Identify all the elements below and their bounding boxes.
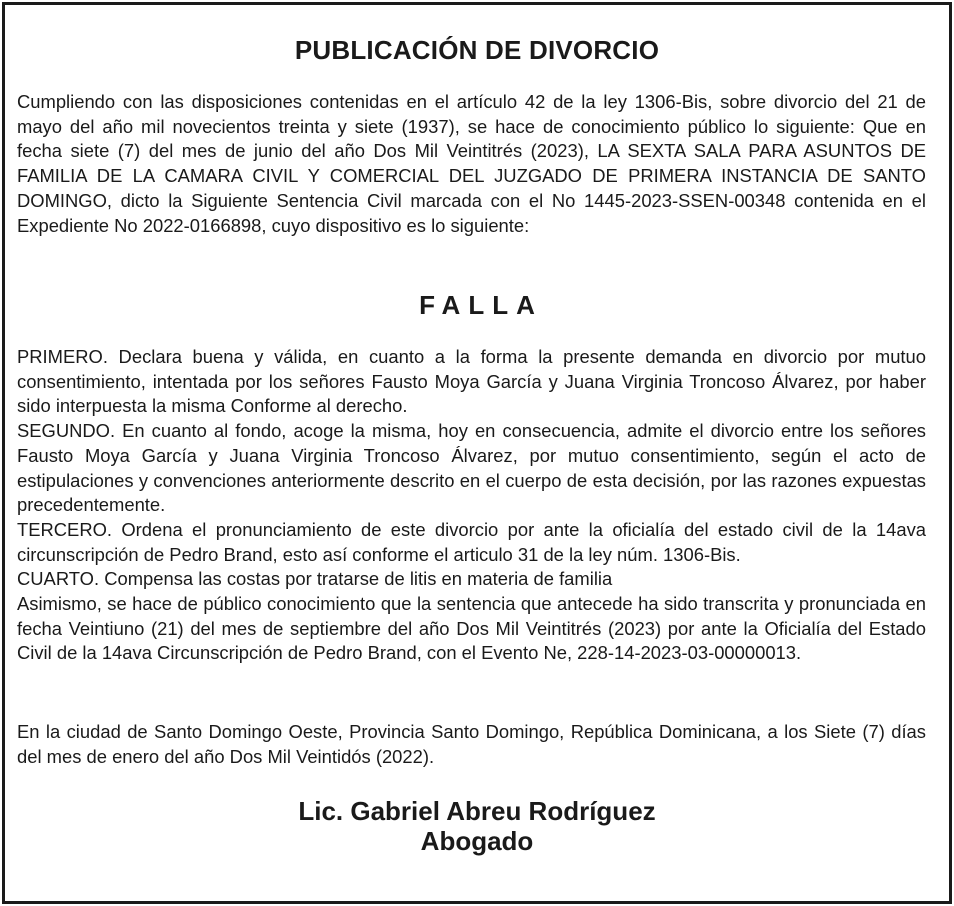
signature-name: Lic. Gabriel Abreu Rodríguez — [298, 796, 656, 826]
notice-title: PUBLICACIÓN DE DIVORCIO — [294, 35, 660, 65]
paragraph-segundo: SEGUNDO. En cuanto al fondo, acoge la misma, hoy en consecuencia, admite el divorcio entre los señores Fausto Moya García y Juana Virginia Troncoso Álvarez, por mutuo consentimiento, según el acto de estipulaciones y convenciones anteriormente descrito en el cuerpo de esta decisión, por las razones expuestas precedentemente. — [17, 420, 926, 516]
intro-text: Cumpliendo con las disposiciones contenidas en el artículo 42 de la ley 1306-Bis, sobre divorcio del 21 de mayo del año mil novecientos treinta y siete (1937), se hace de conocimiento público lo siguiente: Que en fecha siete (7) del mes de junio del año Dos Mil Veintitrés (2023), LA SEXTA SALA PARA ASUNTOS DE FAMILIA DE LA CAMARA CIVIL Y COMERCIAL DEL JUZGADO DE PRIMERA INSTANCIA DE SANTO DOMINGO, dicto la Siguiente Sentencia Civil marcada con el No 1445-2023-SSEN-00348 contenida en el Expediente No 2022-0166898, cuyo dispositivo es lo siguiente: — [17, 91, 926, 236]
signature-role: Abogado — [420, 826, 534, 856]
ruling-paragraphs — [17, 345, 926, 666]
closing-paragraph — [17, 720, 926, 769]
paragraph-asimismo: Asimismo, se hace de público conocimiento que la sentencia que antecede ha sido transcrita y pronunciada en fecha Veintiuno (21) del mes de septiembre del año Dos Mil Veintitrés (2023) por ante la Oficialía del Estado Civil de la 14ava Circunscripción de Pedro Brand, con el Evento Ne, 228-14-2023-03-00000013. — [17, 593, 926, 664]
closing-text: En la ciudad de Santo Domingo Oeste, Provincia Santo Domingo, República Dominicana, a los Siete (7) días del mes de enero del año Dos Mil Veintidós (2022). — [17, 721, 926, 767]
paragraph-tercero: TERCERO. Ordena el pronunciamiento de este divorcio por ante la oficialía del estado civil de la 14ava circunscripción de Pedro Brand, esto así conforme el articulo 31 de la ley núm. 1306-Bis. — [17, 518, 926, 565]
paragraph-primero: PRIMERO. Declara buena y válida, en cuanto a la forma la presente demanda en divorcio por mutuo consentimiento, intentada por los señores Fausto Moya García y Juana Virginia Troncoso Álvarez, por haber sido interpuesta la misma Conforme al derecho. — [17, 346, 926, 417]
paragraph-cuarto: CUARTO. Compensa las costas por tratarse de litis en materia de familia — [17, 568, 613, 590]
signature-block — [0, 796, 954, 856]
intro-paragraph — [17, 90, 926, 238]
falla-heading: FALLA — [419, 290, 543, 320]
